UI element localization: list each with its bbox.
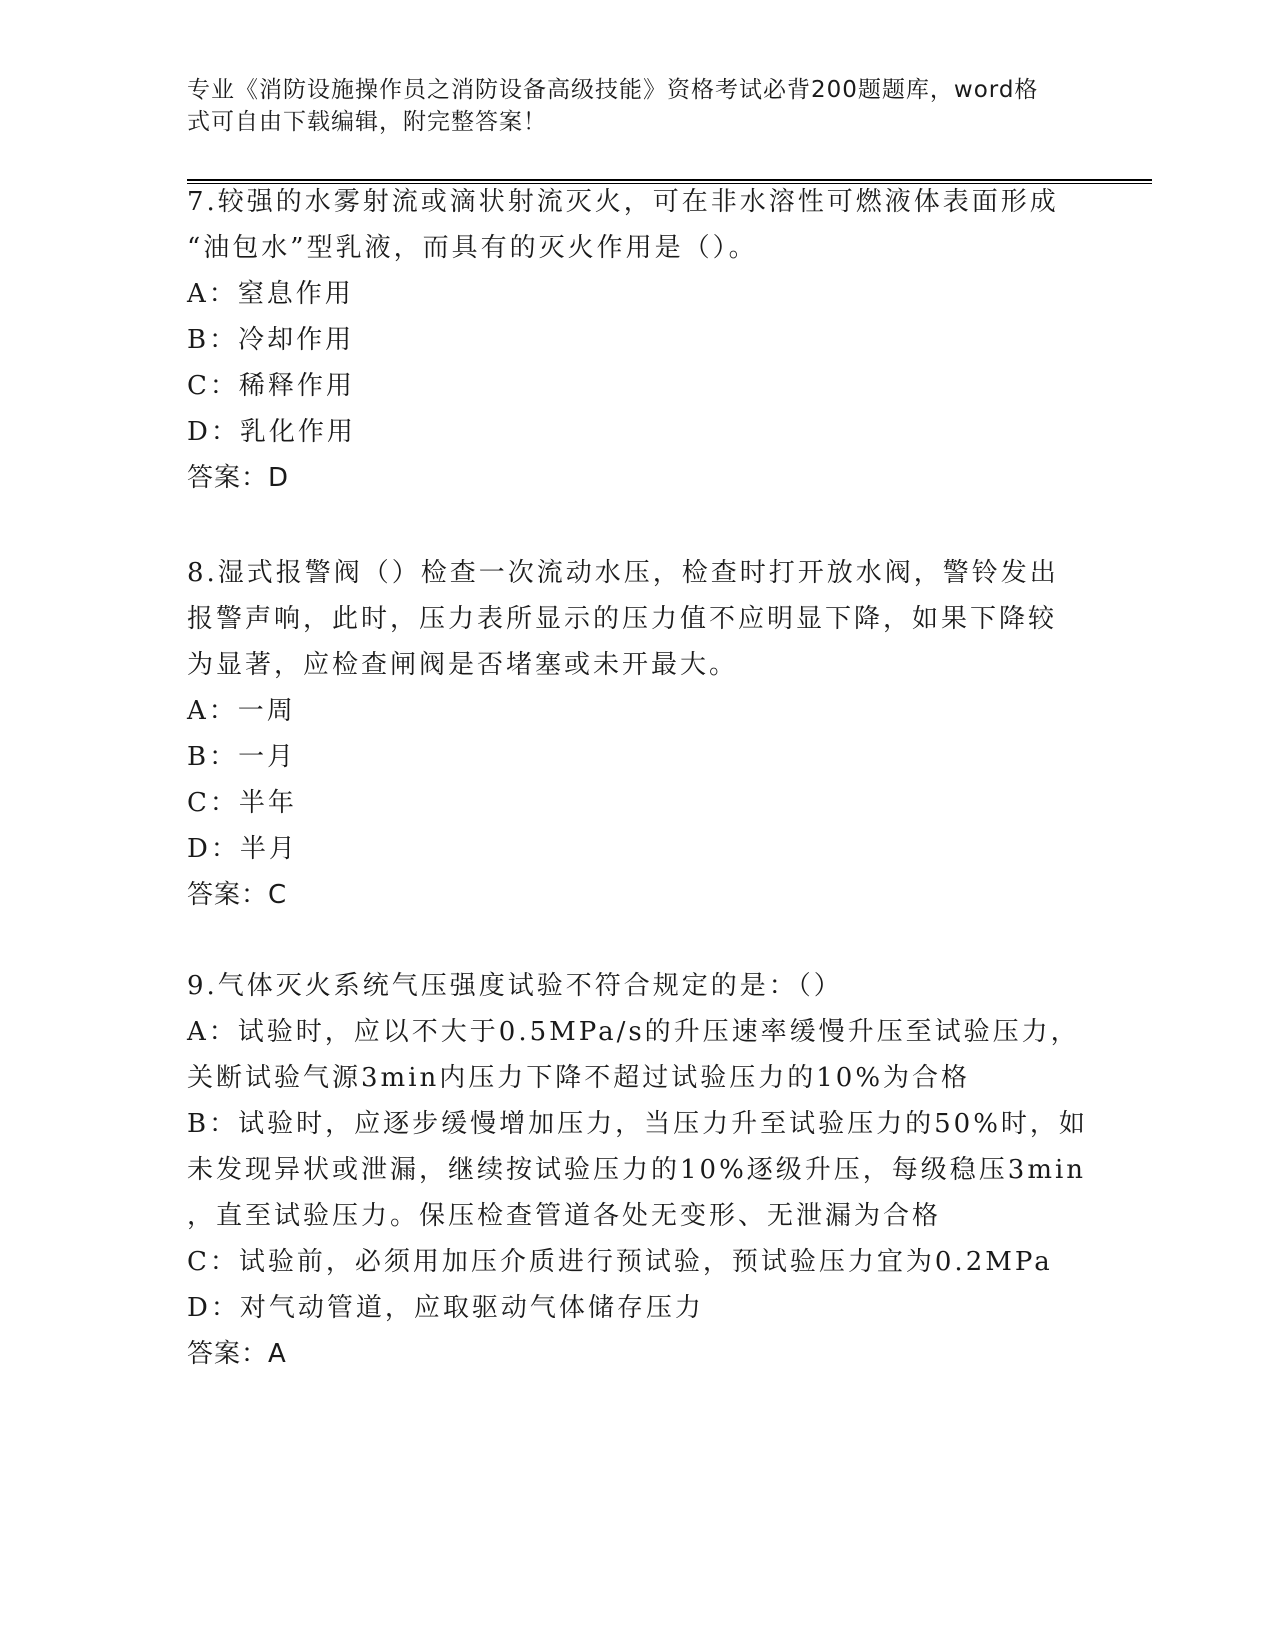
option-b: B：冷却作用 (187, 325, 355, 355)
option-d: D：乳化作用 (187, 417, 356, 447)
option-a: A：试验时，应以不大于0.5MPa/s的升压速率缓慢升压至试验压力， (187, 1017, 1080, 1047)
option-b-continued: ，直至试验压力。保压检查管道各处无变形、无泄漏为合格 (187, 1201, 942, 1231)
answer-line: 答案：D (187, 463, 290, 493)
option-b-continued: 未发现异状或泄漏，继续按试验压力的10%逐级升压，每级稳压3min (187, 1155, 1087, 1185)
option-a-continued: 关断试验气源3min内压力下降不超过试验压力的10%为合格 (187, 1063, 971, 1093)
option-d: D：半月 (187, 834, 298, 864)
question-text-line: “油包水”型乳液，而具有的灭火作用是（）。 (187, 233, 758, 263)
header-line-1: 专业《消防设施操作员之消防设备高级技能》资格考试必背200题题库，word格 (187, 77, 1039, 103)
option-c: C：稀释作用 (187, 371, 355, 401)
question-8 (187, 550, 1067, 918)
question-text-line: 7.较强的水雾射流或滴状射流灭火，可在非水溶性可燃液体表面形成 (187, 187, 1059, 217)
option-a: A：一周 (187, 696, 296, 726)
option-c: C：半年 (187, 788, 297, 818)
question-text-line: 报警声响，此时，压力表所显示的压力值不应明显下降，如果下降较 (187, 604, 1058, 634)
option-d: D：对气动管道，应取驱动气体储存压力 (187, 1293, 704, 1323)
answer-line: 答案：A (187, 1339, 287, 1369)
document-header (187, 74, 1067, 138)
question-text-line: 9.气体灭火系统气压强度试验不符合规定的是：（） (187, 971, 843, 1001)
question-text-line: 为显著，应检查闸阀是否堵塞或未开最大。 (187, 650, 739, 680)
option-c: C：试验前，必须用加压介质进行预试验，预试验压力宜为0.2MPa (187, 1247, 1053, 1277)
answer-line: 答案：C (187, 880, 288, 910)
question-9 (187, 963, 1088, 1377)
option-a: A：窒息作用 (187, 279, 354, 309)
option-b: B：试验时，应逐步缓慢增加压力，当压力升至试验压力的50%时，如 (187, 1109, 1088, 1139)
option-b: B：一月 (187, 742, 297, 772)
question-7 (187, 179, 1067, 501)
header-line-2: 式可自由下载编辑，附完整答案！ (187, 109, 547, 135)
question-text-line: 8.湿式报警阀（）检查一次流动水压，检查时打开放水阀，警铃发出 (187, 558, 1059, 588)
